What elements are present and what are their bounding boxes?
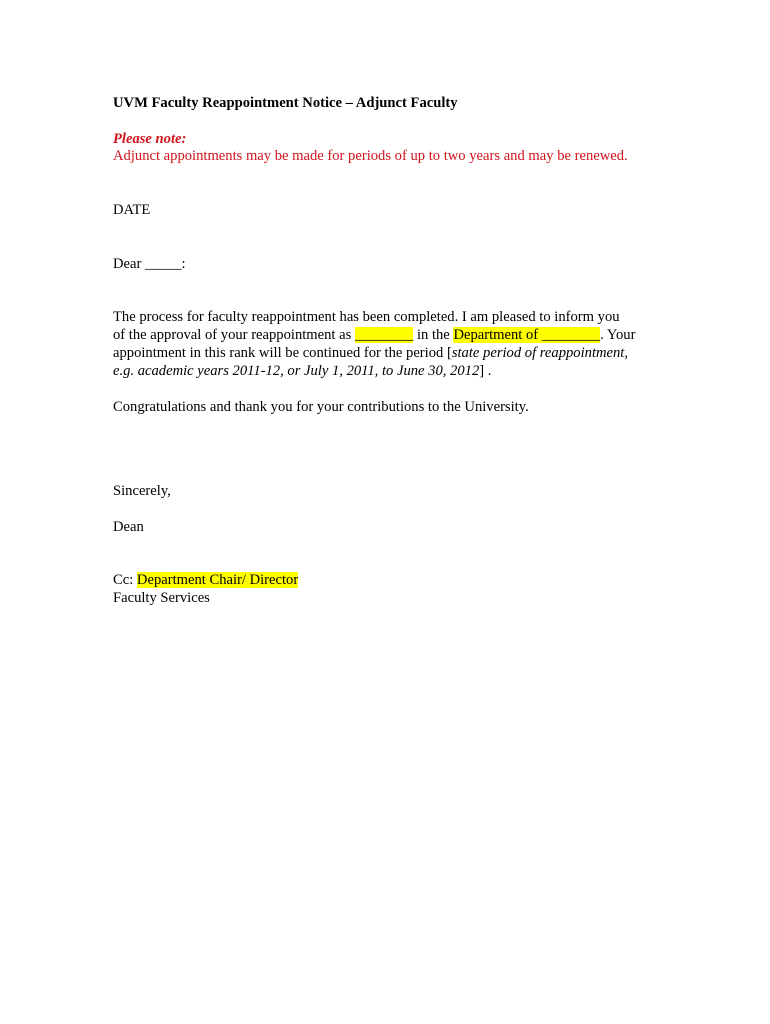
cc-line <box>113 571 298 589</box>
body-line-2-end: . Your <box>600 327 636 343</box>
cc-faculty-services: Faculty Services <box>113 590 210 606</box>
body-line-4-end: ] . <box>479 363 492 379</box>
signer: Dean <box>113 519 144 535</box>
body-line-1 <box>113 308 620 326</box>
body-line-3-start: appointment in this rank will be continued for the period [ <box>113 345 452 361</box>
salutation: Dear _____: <box>113 256 186 272</box>
body-line-2-mid: in the <box>413 327 454 343</box>
body-line-2 <box>113 326 635 344</box>
rank-blank: ________ <box>354 327 414 343</box>
closing: Sincerely, <box>113 483 171 499</box>
body-line-4 <box>113 362 491 380</box>
body-line-1-text: The process for faculty reappointment has been completed. I am pleased to inform you <box>113 309 620 325</box>
body-line-2-start: of the approval of your reappointment as <box>113 327 355 343</box>
period-instruction-2: e.g. academic years 2011-12, or July 1, 2011, to June 30, 2012 <box>113 363 480 379</box>
cc-department-chair: Department Chair/ Director <box>136 572 299 588</box>
letter-title: UVM Faculty Reappointment Notice – Adjunct Faculty <box>113 95 458 111</box>
cc-label: Cc: <box>113 572 137 588</box>
body-line-3 <box>113 344 628 362</box>
congratulations-line: Congratulations and thank you for your contributions to the University. <box>113 399 529 415</box>
period-instruction-1: state period of reappointment, <box>451 345 629 361</box>
note-label: Please note: <box>113 131 187 147</box>
note-text: Adjunct appointments may be made for periods of up to two years and may be renewed. <box>113 148 628 164</box>
department-blank: Department of ________ <box>453 327 601 343</box>
date-placeholder: DATE <box>113 202 151 218</box>
